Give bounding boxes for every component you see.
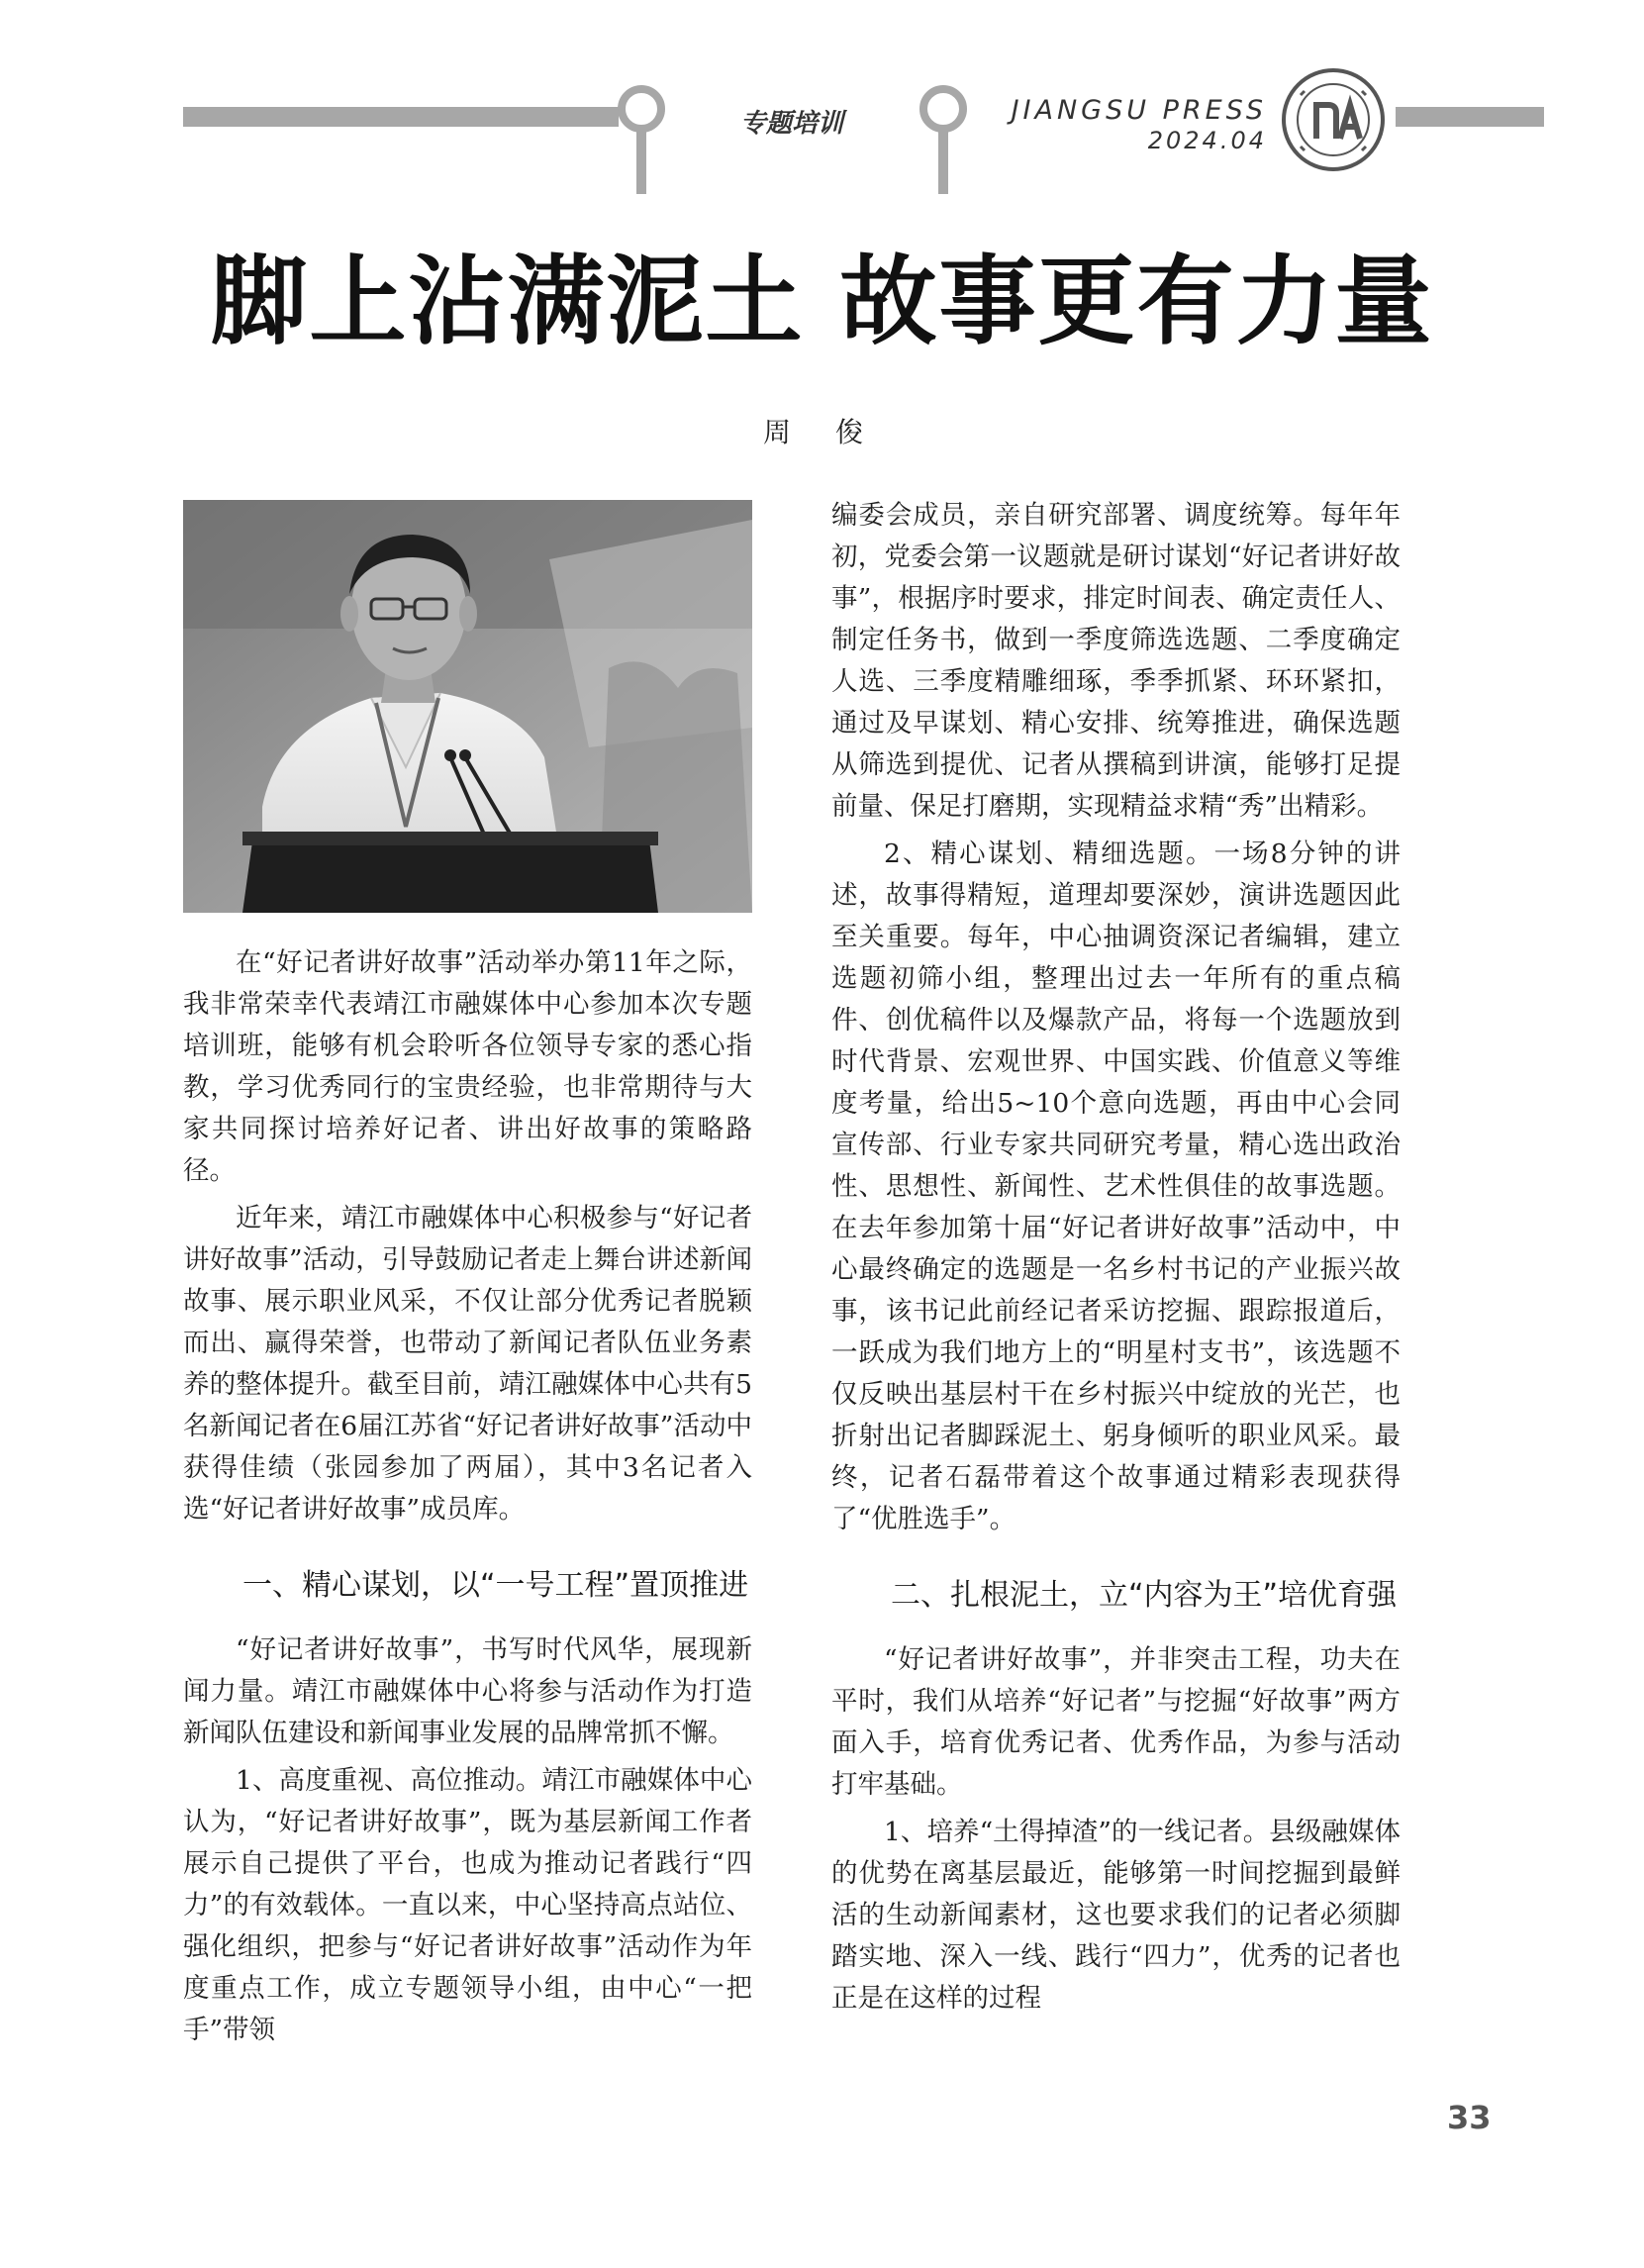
left-column bbox=[183, 942, 752, 2051]
issue-number: 2024.04 bbox=[1147, 127, 1267, 154]
header-pin-left-icon bbox=[614, 81, 669, 200]
paragraph: 在“好记者讲好故事”活动举办第11年之际，我非常荣幸代表靖江市融媒体中心参加本次专题培训班，能够有机会聆听各位领导专家的悉心指教，学习优秀同行的宝贵经验，也非常期待与大家共同探讨培养好记者、讲出好故事的策略路径。 bbox=[183, 947, 752, 1186]
section-heading-1: 一、精心谋划，以“一号工程”置顶推进 bbox=[242, 1568, 749, 1603]
page-number: 33 bbox=[1447, 2099, 1492, 2136]
journal-brand: JIANGSU PRESS bbox=[1011, 95, 1267, 126]
section-heading-2: 二、扎根泥土，立“内容为王”培优育强 bbox=[891, 1578, 1398, 1613]
article-title: 脚上沾满泥土 故事更有力量 bbox=[210, 246, 1434, 358]
paragraph: “好记者讲好故事”，并非突击工程，功夫在平时，我们从培养“好记者”与挖掘“好故事”两方面入手，培育优秀记者、优秀作品，为参与活动打牢基础。 bbox=[831, 1644, 1401, 1800]
paragraph: 近年来，靖江市融媒体中心积极参与“好记者讲好故事”活动，引导鼓励记者走上舞台讲述新闻故事、展示职业风采，不仅让部分优秀记者脱颖而出、赢得荣誉，也带动了新闻记者队伍业务素养的整体提升。截至目前，靖江融媒体中心共有5名新闻记者在6届江苏省“好记者讲好故事”活动中获得佳绩（张园参加了两届），其中3名记者入选“好记者讲好故事”成员库。 bbox=[183, 1203, 752, 1525]
section-tag: 专题培训 bbox=[739, 109, 843, 139]
jiangsu-journal-seal-icon bbox=[1279, 65, 1388, 174]
article-author: 周 俊 bbox=[763, 416, 881, 448]
paragraph: “好记者讲好故事”，书写时代风华，展现新闻力量。靖江市融媒体中心将参与活动作为打造新闻队伍建设和新闻事业发展的品牌常抓不懈。 bbox=[183, 1634, 752, 1748]
header-rule-left bbox=[183, 107, 619, 127]
header-rule-right bbox=[1396, 107, 1544, 127]
paragraph: 1、培养“土得掉渣”的一线记者。县级融媒体的优势在离基层最近，能够第一时间挖掘到最鲜活的生动新闻素材，这也要求我们的记者必须脚踏实地、深入一线、践行“四力”，优秀的记者也正是在这样的过程 bbox=[831, 1817, 1401, 2014]
header-pin-right-icon bbox=[916, 81, 971, 200]
right-column bbox=[831, 495, 1401, 2020]
paragraph: 1、高度重视、高位推动。靖江市融媒体中心认为，“好记者讲好故事”，既为基层新闻工作者展示自己提供了平台，也成为推动记者践行“四力”的有效载体。一直以来，中心坚持高点站位、强化组织，把参与“好记者讲好故事”活动作为年度重点工作，成立专题领导小组，由中心“一把手”带领 bbox=[183, 1765, 752, 2045]
paragraph-continuation: 编委会成员，亲自研究部署、调度统筹。每年年初，党委会第一议题就是研讨谋划“好记者讲好故事”，根据序时要求，排定时间表、确定责任人、制定任务书，做到一季度筛选选题、二季度确定人选、三季度精雕细琢，季季抓紧、环环紧扣，通过及早谋划、精心安排、统筹推进，确保选题从筛选到提优、记者从撰稿到讲演，能够打足提前量、保足打磨期，实现精益求精“秀”出精彩。 bbox=[831, 500, 1401, 822]
speaker-photo bbox=[183, 500, 752, 913]
paragraph: 2、精心谋划、精细选题。一场8分钟的讲述，故事得精短，道理却要深妙，演讲选题因此至关重要。每年，中心抽调资深记者编辑，建立选题初筛小组，整理出过去一年所有的重点稿件、创优稿件以及爆款产品，将每一个选题放到时代背景、宏观世界、中国实践、价值意义等维度考量，给出5~10个意向选题，再由中心会同宣传部、行业专家共同研究考量，精心选出政治性、思想性、新闻性、艺术性俱佳的故事选题。在去年参加第十届“好记者讲好故事”活动中，中心最终确定的选题是一名乡村书记的产业振兴故事，该书记此前经记者采访挖掘、跟踪报道后，一跃成为我们地方上的“明星村支书”，该选题不仅反映出基层村干在乡村振兴中绽放的光芒，也折射出记者脚踩泥土、躬身倾听的职业风采。最终，记者石磊带着这个故事通过精彩表现获得了“优胜选手”。 bbox=[831, 838, 1401, 1534]
